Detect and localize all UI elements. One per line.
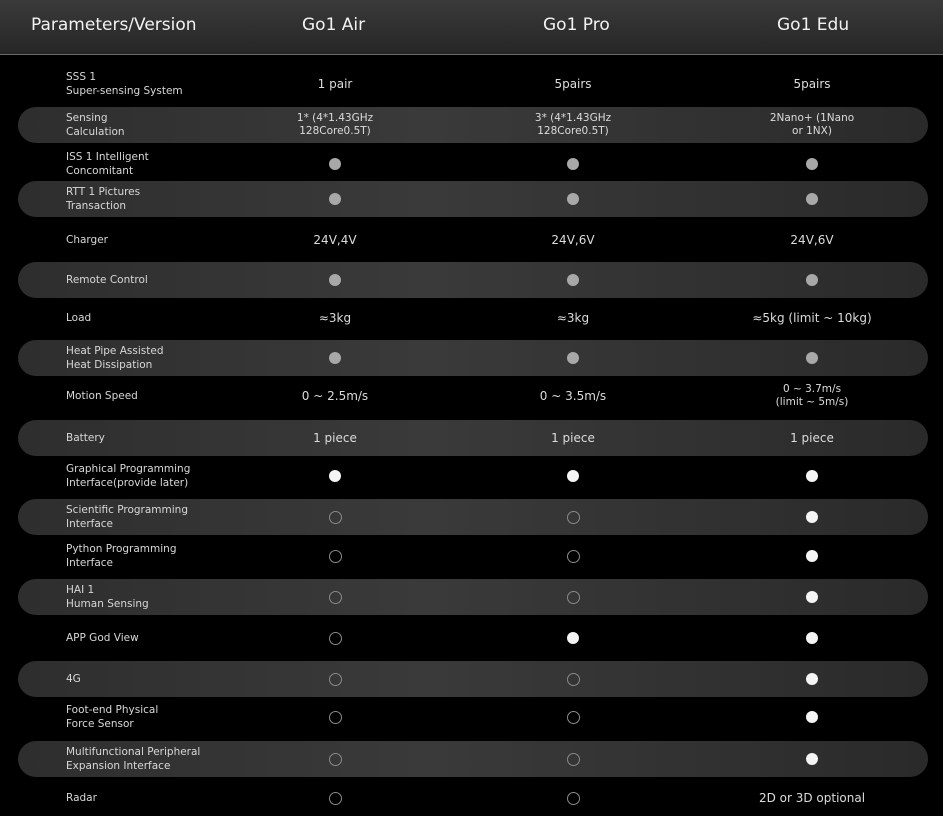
white-dot-icon: [806, 753, 818, 765]
value-edu: ≈5kg (limit ~ 10kg): [752, 311, 872, 325]
value-edu: [712, 699, 912, 735]
value-edu: [712, 620, 912, 656]
white-dot-icon: [806, 632, 818, 644]
row-label: APP God View: [66, 632, 139, 644]
row-label: ISS 1 Intelligent Concomitant: [66, 151, 149, 177]
hollow-dot-icon: [567, 673, 580, 686]
value-air: 1* (4*1.43GHz 128Core0.5T): [296, 112, 374, 137]
white-dot-icon: [806, 711, 818, 723]
value-edu: 0 ~ 3.7m/s (limit ~ 5m/s): [775, 383, 849, 408]
header-go1-air: Go1 Air: [302, 15, 366, 35]
value-air: [235, 579, 435, 615]
hollow-dot-icon: [329, 792, 342, 805]
value-pro: [473, 262, 673, 298]
row-label: Motion Speed: [66, 390, 138, 402]
value-edu: [712, 741, 912, 777]
value-pro: [473, 499, 673, 535]
gray-dot-icon: [567, 158, 579, 170]
hollow-dot-icon: [329, 511, 342, 524]
row-label: Python Programming Interface: [66, 543, 177, 569]
value-pro: [473, 699, 673, 735]
table-row: [18, 420, 928, 456]
value-air: [235, 499, 435, 535]
value-edu: [712, 538, 912, 574]
value-pro: [473, 661, 673, 697]
value-pro: ≈3kg: [556, 311, 590, 325]
white-dot-icon: [567, 632, 579, 644]
value-pro: [473, 458, 673, 494]
value-pro: 5pairs: [554, 77, 592, 91]
white-dot-icon: [806, 470, 818, 482]
value-air: [235, 699, 435, 735]
table-row: [18, 340, 928, 376]
value-edu: [712, 146, 912, 182]
table-row: [18, 66, 928, 102]
gray-dot-icon: [567, 274, 579, 286]
white-dot-icon: [806, 673, 818, 685]
value-pro: 0 ~ 3.5m/s: [539, 389, 607, 403]
hollow-dot-icon: [567, 511, 580, 524]
row-label: Radar: [66, 792, 97, 804]
hollow-dot-icon: [567, 792, 580, 805]
value-pro: 3* (4*1.43GHz 128Core0.5T): [534, 112, 612, 137]
value-edu: 1 piece: [790, 431, 834, 445]
value-pro: [473, 741, 673, 777]
hollow-dot-icon: [567, 550, 580, 563]
gray-dot-icon: [806, 158, 818, 170]
row-label: Battery: [66, 432, 105, 444]
gray-dot-icon: [567, 193, 579, 205]
row-label: 4G: [66, 673, 81, 685]
value-air: [235, 262, 435, 298]
table-row: [18, 378, 928, 414]
white-dot-icon: [806, 511, 818, 523]
gray-dot-icon: [806, 193, 818, 205]
value-pro: [473, 620, 673, 656]
row-label: Scientific Programming Interface: [66, 504, 188, 530]
hollow-dot-icon: [329, 591, 342, 604]
white-dot-icon: [806, 591, 818, 603]
table-row: [18, 699, 928, 735]
value-pro: 1 piece: [551, 431, 595, 445]
value-air: [235, 661, 435, 697]
table-row: [18, 181, 928, 217]
table-row: [18, 458, 928, 494]
hollow-dot-icon: [567, 711, 580, 724]
value-edu: [712, 579, 912, 615]
value-edu: [712, 458, 912, 494]
value-pro: [473, 538, 673, 574]
value-air: 1 piece: [313, 431, 357, 445]
value-edu: [712, 340, 912, 376]
table-row: [18, 741, 928, 777]
value-edu: [712, 499, 912, 535]
white-dot-icon: [329, 470, 341, 482]
header-parameters-version: Parameters/Version: [31, 15, 197, 35]
value-air: [235, 620, 435, 656]
value-pro: [473, 146, 673, 182]
value-air: [235, 146, 435, 182]
value-air: 24V,4V: [313, 233, 357, 247]
row-label: Multifunctional Peripheral Expansion Interface: [66, 746, 201, 772]
row-label: Remote Control: [66, 274, 148, 286]
gray-dot-icon: [329, 274, 341, 286]
hollow-dot-icon: [567, 591, 580, 604]
value-air: [235, 458, 435, 494]
row-label: Load: [66, 312, 92, 324]
table-row: [18, 620, 928, 656]
white-dot-icon: [806, 550, 818, 562]
white-dot-icon: [567, 470, 579, 482]
row-label: Graphical Programming Interface(provide later): [66, 463, 191, 489]
value-pro: [473, 340, 673, 376]
table-row: [18, 579, 928, 615]
value-edu: [712, 181, 912, 217]
value-air: 1 pair: [317, 77, 353, 91]
value-edu: 2D or 3D optional: [758, 791, 866, 805]
value-edu: 2Nano+ (1Nano or 1NX): [769, 112, 855, 137]
row-label: Charger: [66, 234, 108, 246]
value-pro: [473, 780, 673, 816]
value-air: [235, 780, 435, 816]
table-row: [18, 107, 928, 143]
hollow-dot-icon: [329, 550, 342, 563]
hollow-dot-icon: [329, 673, 342, 686]
value-edu: [712, 262, 912, 298]
row-label: HAI 1 Human Sensing: [66, 584, 149, 610]
value-pro: [473, 181, 673, 217]
gray-dot-icon: [329, 193, 341, 205]
value-edu: [712, 661, 912, 697]
value-air: 0 ~ 2.5m/s: [301, 389, 369, 403]
row-label: Sensing Calculation: [66, 112, 125, 138]
value-edu: 5pairs: [793, 77, 831, 91]
value-air: [235, 181, 435, 217]
table-header: [0, 0, 943, 55]
row-label: Foot-end Physical Force Sensor: [66, 704, 159, 730]
hollow-dot-icon: [329, 632, 342, 645]
row-label: SSS 1 Super-sensing System: [66, 71, 183, 97]
value-edu: 24V,6V: [790, 233, 834, 247]
table-row: [18, 661, 928, 697]
header-go1-pro: Go1 Pro: [543, 15, 610, 35]
table-row: [18, 538, 928, 574]
value-pro: 24V,6V: [551, 233, 595, 247]
value-air: [235, 741, 435, 777]
gray-dot-icon: [806, 352, 818, 364]
value-air: [235, 340, 435, 376]
value-air: [235, 538, 435, 574]
row-label: Heat Pipe Assisted Heat Dissipation: [66, 345, 164, 371]
hollow-dot-icon: [567, 753, 580, 766]
gray-dot-icon: [329, 352, 341, 364]
row-label: RTT 1 Pictures Transaction: [66, 186, 141, 212]
header-go1-edu: Go1 Edu: [777, 15, 850, 35]
table-row: [18, 262, 928, 298]
table-row: [18, 222, 928, 258]
gray-dot-icon: [329, 158, 341, 170]
gray-dot-icon: [806, 274, 818, 286]
hollow-dot-icon: [329, 711, 342, 724]
table-row: [18, 146, 928, 182]
table-row: [18, 499, 928, 535]
hollow-dot-icon: [329, 753, 342, 766]
value-pro: [473, 579, 673, 615]
table-row: [18, 300, 928, 336]
table-row: [18, 780, 928, 816]
value-air: ≈3kg: [318, 311, 352, 325]
gray-dot-icon: [567, 352, 579, 364]
